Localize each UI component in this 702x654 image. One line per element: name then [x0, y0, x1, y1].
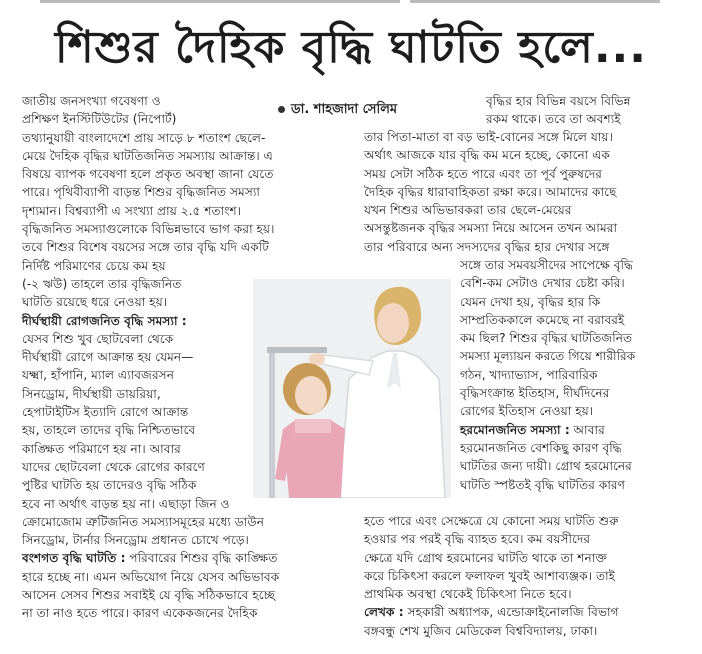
col2-hormone-text [460, 439, 635, 494]
text-line: যক্ষ্মা, হাঁপানি, ম্যাল এ্যাবজরসন [22, 368, 174, 383]
text-line: ঘাটতি রয়েছে ধরে নেওয়া হয়। [22, 295, 168, 310]
text-line: ঘাটতির জন্য দায়ী। গ্রোথ হরমোনের [460, 459, 632, 474]
col2-end-text [364, 512, 619, 603]
text-line: রোগের ইতিহাস নেওয়া হয়। [460, 404, 594, 419]
column-right [364, 128, 617, 256]
article-title: শিশুর দৈহিক বৃদ্ধি ঘাটতি হলে... [55, 22, 647, 73]
author-credit [364, 603, 619, 621]
text-line: প্রাথমিক অবস্থা থেকেই চিকিৎসা নিতে হবে। [364, 587, 572, 602]
text-line: কম ছিল? শিশুর বৃদ্ধির ঘাটতিজনিত [460, 331, 633, 346]
text-line: সময় সেটা সঠিক হতে পারে এবং তা পূর্ব পুরুষদের [364, 166, 602, 181]
column-right-narrow [460, 256, 635, 494]
text-line: যেমন দেখা হয়, বৃদ্ধির হার কি [460, 294, 601, 309]
author-label: লেখক : [364, 605, 404, 620]
text-line: সমস্যা মূল্যায়ন করতে গিয়ে শারীরিক [460, 349, 636, 364]
author-name: ডা. শাহজাদা সেলিম [291, 102, 398, 117]
text-line: বৃদ্ধির হার বিভিন্ন বয়সে বিভিন্ন [486, 94, 631, 108]
col2-hormone-line [460, 421, 635, 439]
text-line: সঙ্গে তার সমবয়সীদের সাপেক্ষে বৃদ্ধি [460, 258, 633, 272]
text-line: প্রশিক্ষণ ইনস্টিটিউটের (নিপোর্ট) [22, 112, 177, 127]
text-line: যেসব শিশু খুব ছোটবেলা থেকে [22, 331, 174, 346]
hereditary-lead: পরিবারের শিশুর বৃদ্ধি কাঙ্ক্ষিত [125, 551, 278, 566]
top-rule [0, 0, 702, 8]
text-line: দৈহিক বৃদ্ধির ধারাবাহিকতা রক্ষা করে। আমাদের কাছে [364, 184, 617, 199]
text-line: পারে। পৃথিবীব্যাপী বাড়ন্ত শিশুর বৃদ্ধিজনিত সমস্যা [22, 185, 260, 200]
text-line: পুষ্টির ঘাটতি হয় তাদেরও বৃদ্ধি সঠিক [22, 478, 197, 493]
text-line: মেয়ে দৈহিক বৃদ্ধির ঘাটতিজনিত সমস্যায় আক্রান্ত। এ [22, 148, 273, 163]
text-line: হরমোনজনিত বেশকিছু কারণ বৃদ্ধি [460, 440, 622, 455]
text-line: গঠন, খাদ্যাভ্যাস, পারিবারিক [460, 367, 598, 382]
text-line: সিনড্রোম, দীর্ঘস্থায়ী ডায়রিয়া, [22, 386, 161, 401]
text-line: ঘাটতি স্পষ্টতই বৃদ্ধি ঘাটতির কারণ [460, 477, 625, 492]
text-line: করে চিকিৎসা করলে ফলাফল খুবই আশাব্যঞ্জক। তাই [364, 568, 615, 583]
text-line: সিনড্রোম, টার্নার সিনড্রোম প্রধানত চোখে পড়ে। [22, 533, 249, 548]
subheading-chronic-disease: দীর্ঘস্থায়ী রোগজনিত বৃদ্ধি সমস্যা : [22, 313, 187, 328]
text-line: কাঙ্ক্ষিত পরিমাণে হয় না। আবার [22, 441, 181, 456]
column-right-top [486, 92, 631, 129]
photo-illustration [253, 279, 451, 498]
author-title: সহকারী অধ্যাপক, এন্ডোক্রাইনোলজি বিভাগ [403, 605, 619, 620]
subheading-hereditary: বংশগত বৃদ্ধি ঘাটতি : [22, 551, 126, 566]
text-line: রকম থাকে। তবে তা অবশ্যই [486, 112, 621, 127]
text-line: বৃদ্ধিসংক্রান্ত ইতিহাস, দীর্ঘদিনের [460, 386, 610, 401]
text-line: তবে শিশুর বিশেষ বয়সের সঙ্গে তার বৃদ্ধি যদি একটি [22, 240, 269, 255]
text-line: সাম্প্রতিককালে কমেছে না বরাবরই [460, 312, 625, 327]
col1-intro [22, 92, 279, 312]
text-line: না তা নাও হতে পারে। কারণ একেকজনের দৈহিক [22, 606, 258, 621]
text-line: দীর্ঘস্থায়ী রোগে আক্রান্ত হয় যেমন— [22, 350, 194, 365]
byline [278, 100, 397, 121]
author-affiliation: বঙ্গবন্ধু শেখ মুজিব মেডিকেল বিশ্ববিদ্যালয়, ঢাকা। [364, 623, 598, 638]
text-line: যখন শিশুর অভিভাবকরা তার ছেলে-মেয়ের [364, 203, 572, 218]
col2-narrow-text [460, 256, 635, 421]
text-line: বৃদ্ধিজনিত সমস্যাগুলোকে বিভিন্নভাবে ভাগ করা হয়। [22, 222, 275, 237]
text-line: অর্থাৎ আজকে যার বৃদ্ধি কম মনে হচ্ছে, কোনো এক [364, 148, 610, 163]
text-line: অসন্তুষ্টজনক বৃদ্ধির সমস্যা নিয়ে আসেন তখন আমরা [364, 221, 618, 236]
col1-heredity-line [22, 549, 279, 567]
doctor-measuring-child-photo [253, 279, 451, 498]
subheading-hormone: হরমোনজনিত সমস্যা : [460, 422, 570, 437]
text-line: নির্দিষ্ট পরিমাণের চেয়ে কম হয় [22, 258, 166, 273]
text-line: তার পরিবারে অন্য সদস্যদের বৃদ্ধির হার দেখার সঙ্গে [364, 239, 610, 254]
text-line: হেপাটাইটিস ইত্যাদি রোগে আক্রান্ত [22, 405, 189, 420]
hormone-lead: আবার [569, 422, 605, 437]
col1-chronic-text [22, 330, 279, 550]
text-line: ক্ষেত্রে যদি গ্রোথ হরমোনের ঘাটতি থাকে তা শনাক্ত [364, 550, 608, 565]
bullet-icon [278, 106, 285, 113]
text-line: ক্রোমোজোম ত্রুটিজনিত সমস্যাসমূহের মধ্যে ডাউন [22, 514, 264, 529]
text-line: (-২ ঋউ) তাহলে তার বৃদ্ধিজনিত [22, 276, 182, 291]
text-line: দৃশ্যমান। বিশ্বব্যাপী এ সংখ্যা প্রায় ২.৫ শতাংশ। [22, 203, 242, 218]
text-line: তথ্যানুযায়ী বাংলাদেশে প্রায় সাড়ে ৮ শতাংশ ছেলে- [22, 130, 266, 145]
column-right-bottom [364, 512, 619, 640]
text-line: আসেন সেসব শিশুর সবাইই যে বৃদ্ধি সঠিকভাবে হচ্ছে [22, 588, 276, 603]
text-line: বিষয়ে ব্যাপক গবেষণা হলে প্রকৃত অবস্থা জানা যেতে [22, 167, 274, 182]
column-left [22, 92, 279, 623]
text-line: হারে হচ্ছে না। এমন অভিযোগ নিয়ে যেসব অভিভাবক [22, 569, 280, 584]
text-line: হবে না অর্থাৎ বাড়ন্ত হয় না। এছাড়া জিন ও [22, 496, 230, 511]
text-line: যাদের ছোটবেলা থেকে রোগের কারণে [22, 459, 205, 474]
col1-hereditary-text [22, 568, 279, 623]
text-line: বেশি-কম সেটাও দেখার চেষ্টা করি। [460, 276, 625, 291]
text-line: জাতীয় জনসংখ্যা গবেষণা ও [22, 94, 161, 108]
text-line: হতে পারে এবং সেক্ষেত্রে যে কোনো সময় ঘাটতি শুরু [364, 514, 619, 528]
text-line: হয়, তাহলে তাদের বৃদ্ধি নিশ্চিতভাবে [22, 423, 196, 438]
text-line: তার পিতা-মাতা বা বড় ভাই-বোনের সঙ্গে মিলে যায়। [364, 130, 613, 144]
text-line: হওয়ার পর পরই বৃদ্ধি ব্যাহত হবে। কম বয়সীদের [364, 532, 591, 547]
